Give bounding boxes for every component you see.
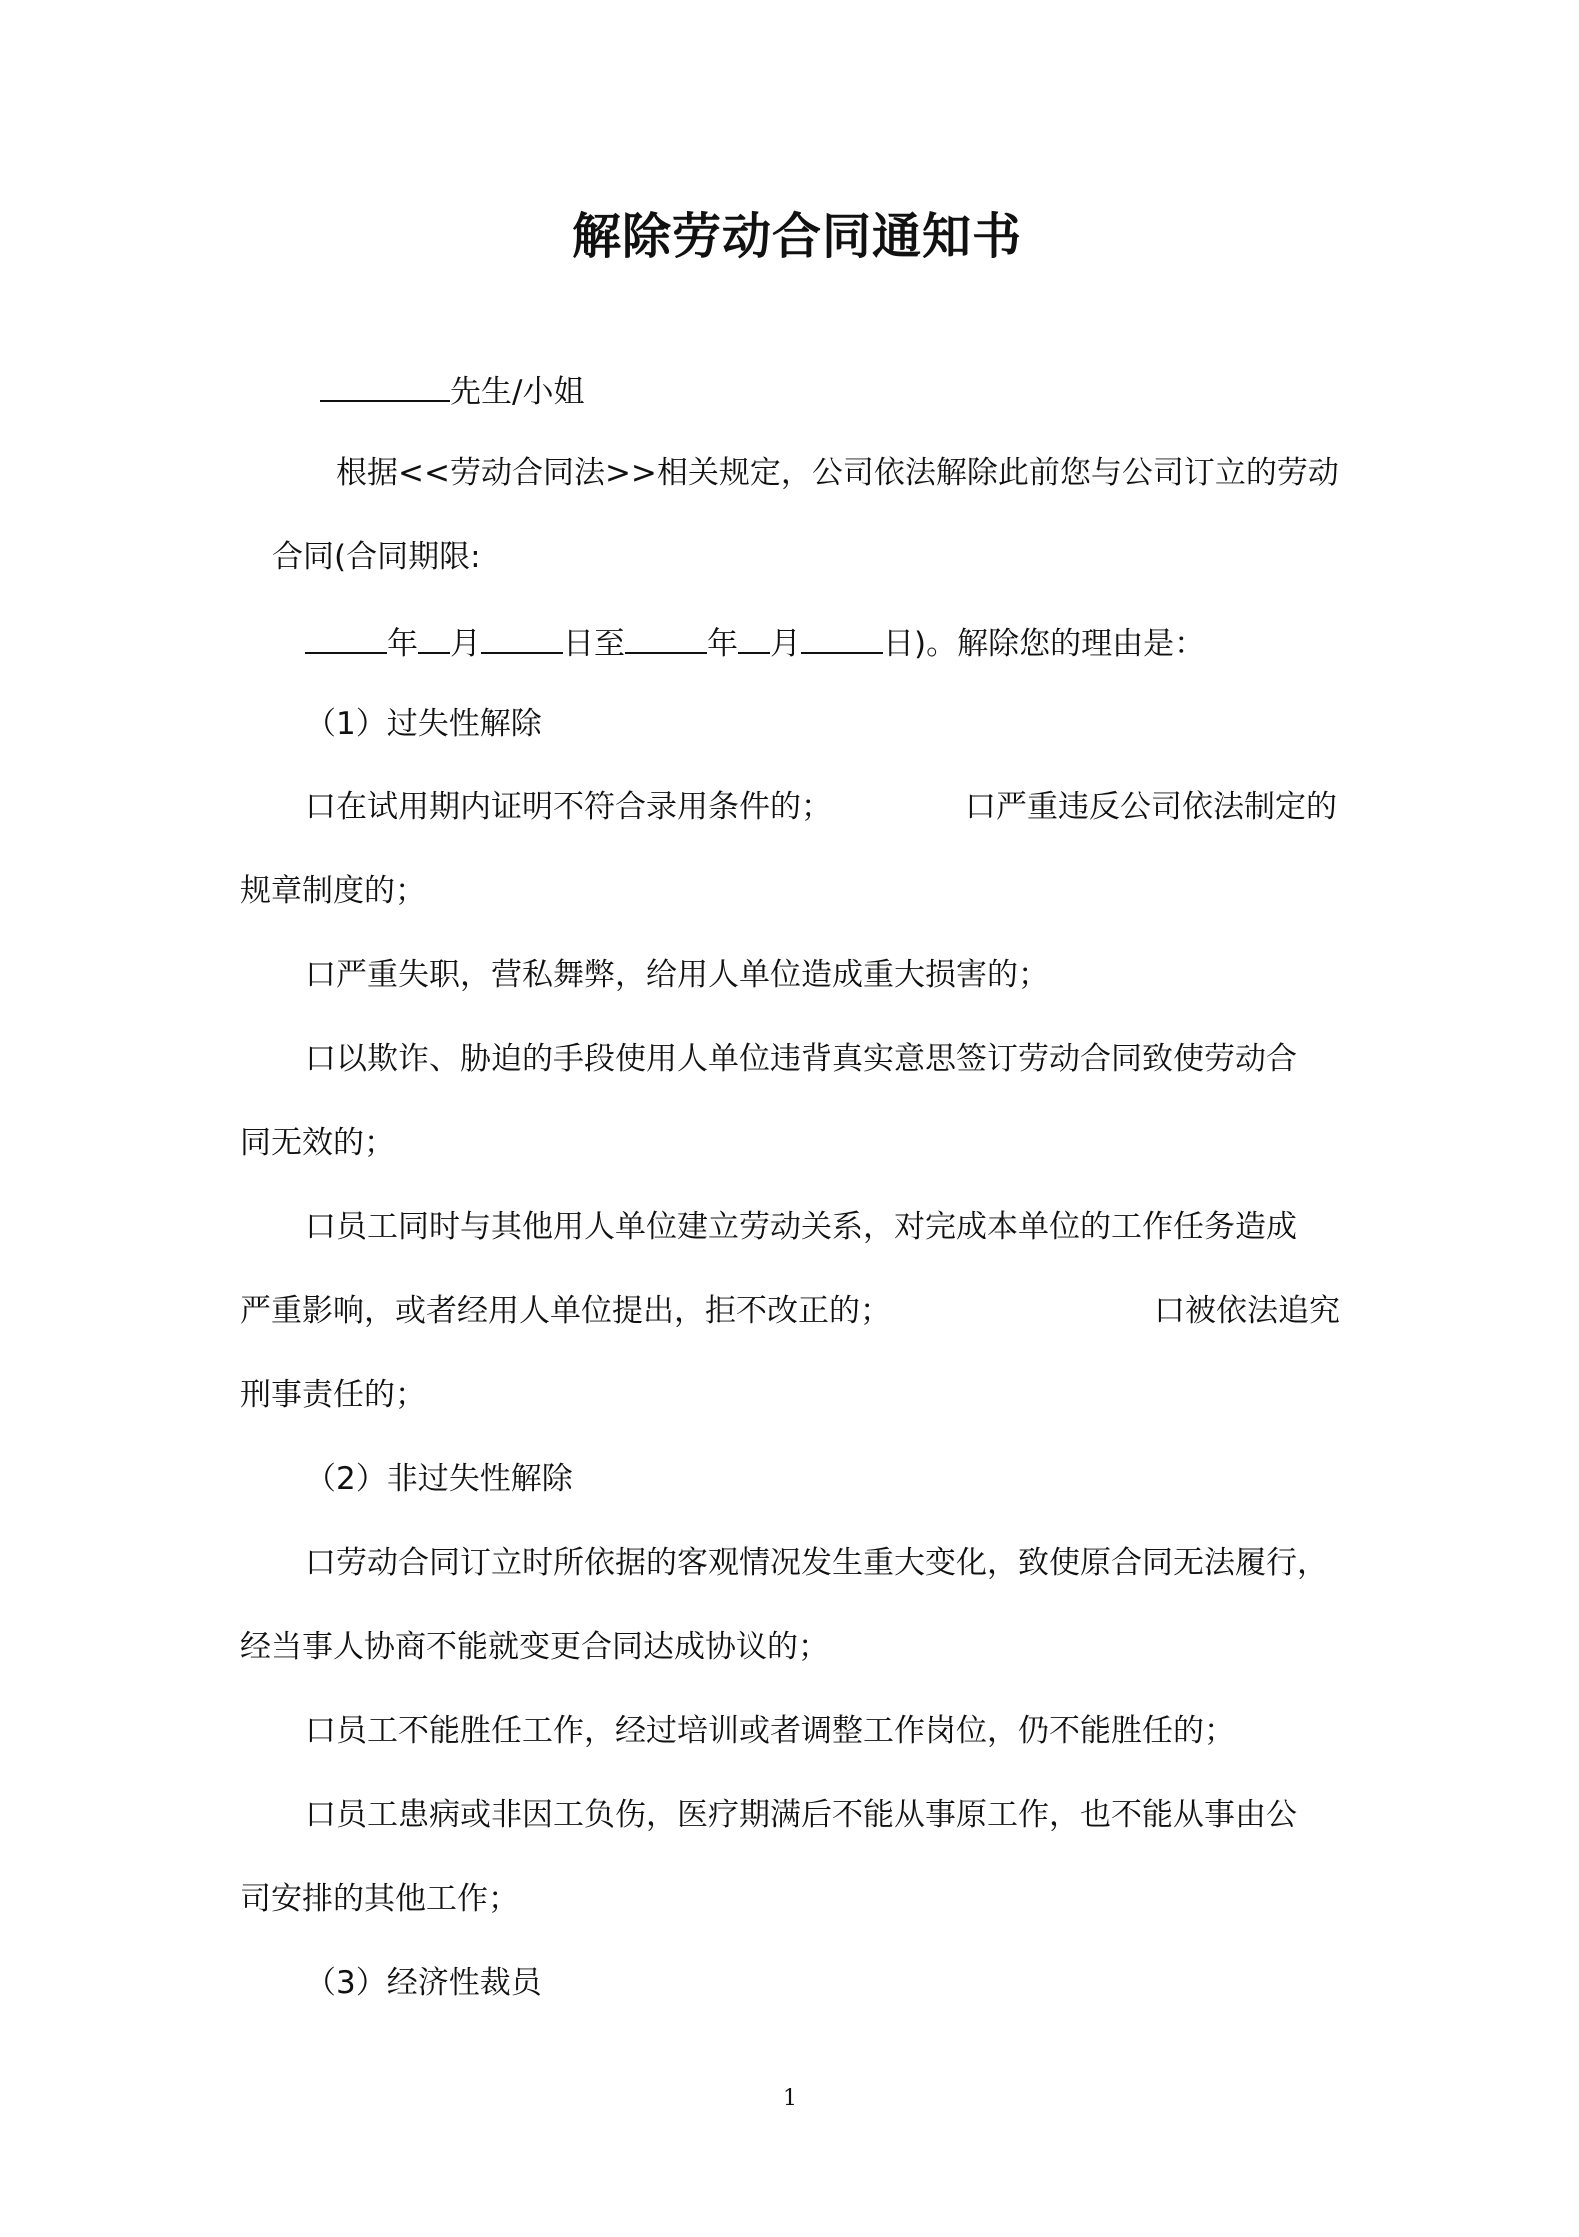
reason-intro: 日)。解除您的理由是：: [883, 626, 1206, 662]
salutation-suffix: 先生/小姐: [450, 374, 585, 410]
contract-period-line: [305, 626, 1205, 660]
clause-violation: 口严重违反公司依法制定的: [965, 789, 1337, 825]
section-1-line-1: [305, 789, 1337, 825]
year-label-2: 年: [707, 626, 738, 662]
salutation: [320, 374, 584, 408]
section-2-line-5: 司安排的其他工作；: [240, 1881, 519, 1917]
page-number: 1: [783, 2086, 797, 2111]
month-label-2: 月: [770, 626, 801, 662]
intro-line-1: 根据<<劳动合同法>>相关规定，公司依法解除此前您与公司订立的劳动: [336, 455, 1339, 491]
section-1-heading: （1）过失性解除: [305, 706, 542, 742]
day-blank-1: [481, 626, 563, 654]
month-blank-2: [738, 626, 770, 654]
section-2-heading: （2）非过失性解除: [305, 1461, 573, 1497]
section-2-line-4: 口员工患病或非因工负伤，医疗期满后不能从事原工作，也不能从事由公: [305, 1797, 1297, 1833]
section-2-line-2: 经当事人协商不能就变更合同达成协议的；: [240, 1629, 829, 1665]
day-label-1: 日至: [563, 626, 625, 662]
year-blank-1: [305, 626, 387, 654]
section-2-line-1: 口劳动合同订立时所依据的客观情况发生重大变化，致使原合同无法履行，: [305, 1545, 1328, 1581]
month-label-1: 月: [450, 626, 481, 662]
year-blank-2: [625, 626, 707, 654]
section-1-line-2: 规章制度的；: [240, 873, 426, 909]
section-1-line-8: 刑事责任的；: [240, 1377, 426, 1413]
section-1-line-3: 口严重失职，营私舞弊，给用人单位造成重大损害的；: [305, 957, 1049, 993]
month-blank-1: [418, 626, 450, 654]
clause-criminal: 口被依法追究: [1154, 1293, 1340, 1329]
clause-other-employer: 严重影响，或者经用人单位提出，拒不改正的；: [240, 1293, 891, 1329]
year-label-1: 年: [387, 626, 418, 662]
document-title: 解除劳动合同通知书: [572, 207, 1023, 265]
section-1-line-5: 同无效的；: [240, 1125, 395, 1161]
intro-line-2: 合同(合同期限:: [272, 539, 481, 575]
section-1-line-6: 口员工同时与其他用人单位建立劳动关系，对完成本单位的工作任务造成: [305, 1209, 1297, 1245]
name-blank: [320, 374, 450, 402]
section-1-line-4: 口以欺诈、胁迫的手段使用人单位违背真实意思签订劳动合同致使劳动合: [305, 1041, 1297, 1077]
section-2-line-3: 口员工不能胜任工作，经过培训或者调整工作岗位，仍不能胜任的；: [305, 1713, 1235, 1749]
day-blank-2: [801, 626, 883, 654]
clause-probation: 口在试用期内证明不符合录用条件的；: [305, 789, 832, 825]
section-1-line-7: [240, 1293, 1340, 1329]
section-3-heading: （3）经济性裁员: [305, 1965, 542, 2001]
